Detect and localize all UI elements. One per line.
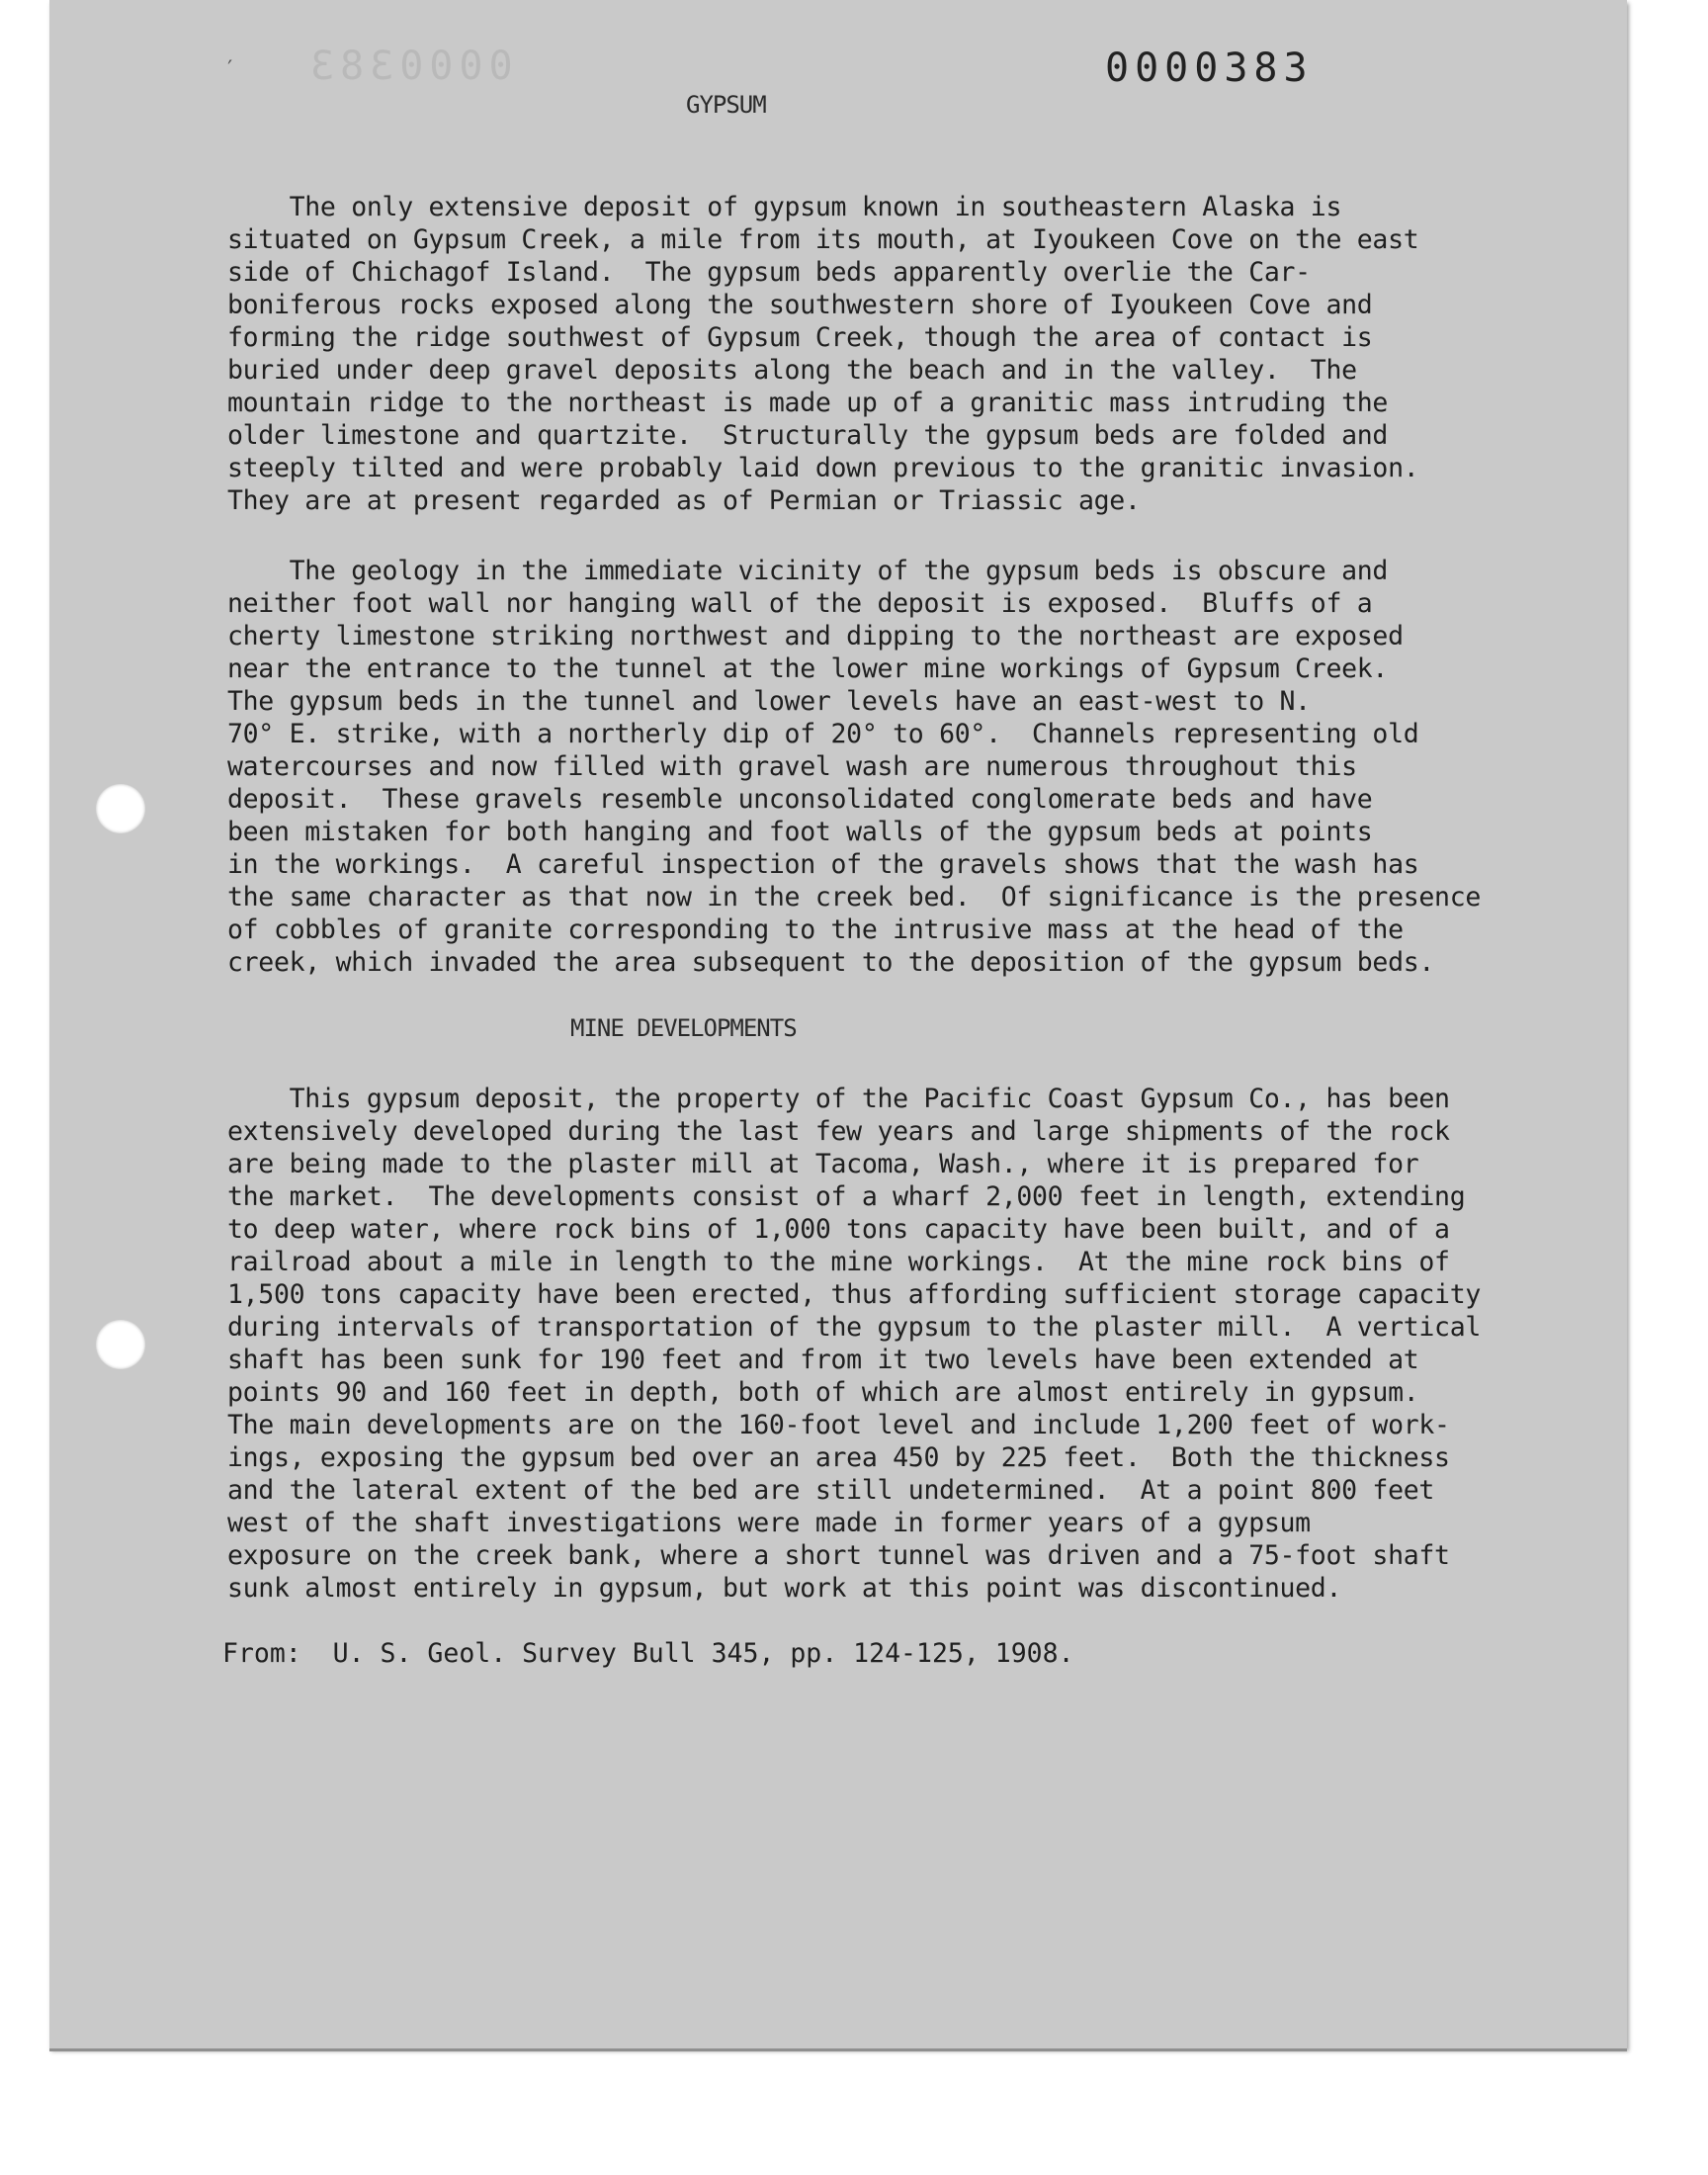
source-citation: From: U. S. Geol. Survey Bull 345, pp. 124-125, 1908. [222,1638,1074,1669]
section-heading: MINE DEVELOPMENTS [570,1014,797,1042]
document-title: GYPSUM [686,91,766,119]
paragraph-local-geology: The geology in the immediate vicinity of the gypsum beds is obscure and neither foot wall nor hanging wall of the deposit is exposed. Bluffs of a cherty limestone striking northwest and dipping to the northeast are exposed near the entrance to the tunnel at the lower mine workings of Gypsum Creek. The gypsum beds in the tunnel and lower levels have an east-west to N. 70° E. strike, with a northerly dip of 20° to 60°. Channels representing old watercourses and now filled with gravel wash are numerous throughout this deposit. These gravels resemble unconsolidated conglomerate beds and have been mistaken for both hanging and foot walls of the gypsum beds at points in the workings. A careful inspection of the gravels shows that the wash has the same character as that now in the creek bed. Of significance is the presence of cobbles of granite corresponding to the intrusive mass at the head of the creek, which invaded the area subsequent to the deposition of the gypsum beds. [227,556,1482,978]
bleed-through-number: 0000383 [304,44,513,89]
paragraph-geology-overview: The only extensive deposit of gypsum known in southeastern Alaska is situated on Gypsum Creek, a mile from its mouth, at Iyoukeen Cove on the east side of Chichagof Island. The gypsum beds apparently overlie the Car- boniferous rocks exposed along the southwestern shore of Iyoukeen Cove and forming the ridge southwest of Gypsum Creek, though the area of contact is buried under deep gravel deposits along the beach and in the valley. The mountain ridge to the northeast is made up of a granitic mass intruding the older limestone and quartzite. Structurally the gypsum beds are folded and steeply tilted and were probably laid down previous to the granitic invasion. They are at present regarded as of Permian or Triassic age. [227,192,1419,516]
margin-mark: ′ [223,57,237,82]
punch-hole [96,1320,145,1369]
paragraph-mine-developments: This gypsum deposit, the property of the Pacific Coast Gypsum Co., has been extensively developed during the last few years and large shipments of the rock are being made to the plaster mill at Tacoma, Wash., where it is prepared for the market. The developments consist of a wharf 2,000 feet in length, extending to deep water, where rock bins of 1,000 tons capacity have been built, and of a railroad about a mile in length to the mine workings. At the mine rock bins of 1,500 tons capacity have been erected, thus affording sufficient storage capacity during intervals of transportation of the gypsum to the plaster mill. A vertical shaft has been sunk for 190 feet and from it two levels have been extended at points 90 and 160 feet in depth, both of which are almost entirely in gypsum. The main developments are on the 160-foot level and include 1,200 feet of work- ings, exposing the gypsum bed over an area 450 by 225 feet. Both the thickness and the lateral extent of the bed are still undetermined. At a point 800 feet west of the shaft investigations were made in former years of a gypsum exposure on the creek bank, where a short tunnel was driven and a 75-foot shaft sunk almost entirely in gypsum, but work at this point was discontinued. [227,1084,1482,1604]
page-edge [49,2048,1627,2051]
punch-hole [96,784,145,833]
document-number: 0000383 [1105,45,1314,91]
